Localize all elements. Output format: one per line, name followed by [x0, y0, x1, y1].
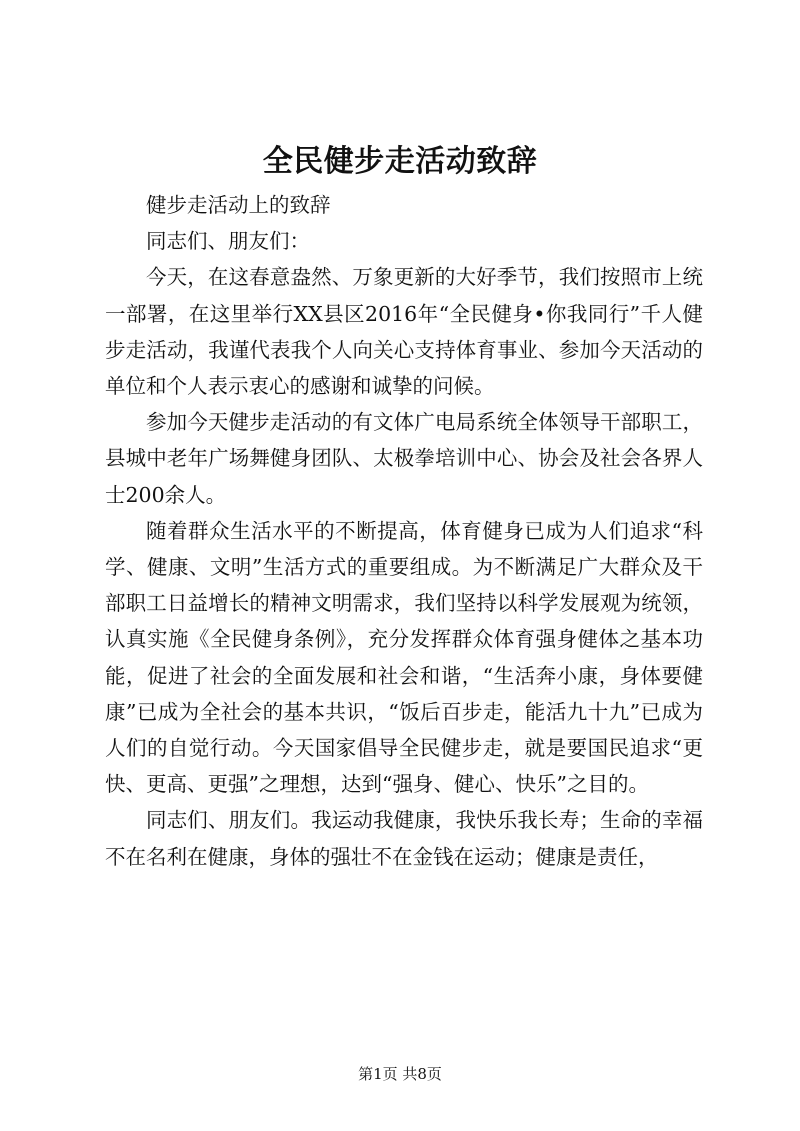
greeting-paragraph: 同志们、朋友们：	[146, 229, 310, 254]
body-paragraph: 同志们、朋友们。我运动我健康，我快乐我长寿；生命的幸福不在名利在健康，身体的强壮不在金钱在运动；健康是责任，	[105, 808, 703, 869]
body-paragraph: 今天，在这春意盎然、万象更新的大好季节，我们按照市上统一部署，在这里举行XX县区2016年“全民健身•你我同行”千人健步走活动，我谨代表我个人向关心支持体育事业、参加今天活动的单位和个人表示衷心的感谢和诚挚的问候。	[105, 265, 703, 399]
body-paragraph: 参加今天健步走活动的有文体广电局系统全体领导干部职工，县城中老年广场舞健身团队、太极拳培训中心、协会及社会各界人士200余人。	[105, 410, 703, 507]
subtitle-paragraph: 健步走活动上的致辞	[146, 193, 331, 217]
page-title: 全民健步走活动致辞	[262, 144, 538, 179]
page-footer: 第1页 共8页	[358, 1065, 442, 1083]
document-body	[105, 187, 703, 875]
body-paragraph: 随着群众生活水平的不断提高，体育健身已成为人们追求“科学、健康、文明”生活方式的重要组成。为不断满足广大群众及干部职工日益增长的精神文明需求，我们坚持以科学发展观为统领，认真实施《全民健身条例》，充分发挥群众体育强身健体之基本功能，促进了社会的全面发展和社会和谐，“生活奔小康，身体要健康”已成为全社会的基本共识，“饭后百步走，能活九十九”已成为人们的自觉行动。今天国家倡导全民健步走，就是要国民追求“更快、更高、更强”之理想，达到“强身、健心、快乐”之目的。	[105, 518, 703, 797]
